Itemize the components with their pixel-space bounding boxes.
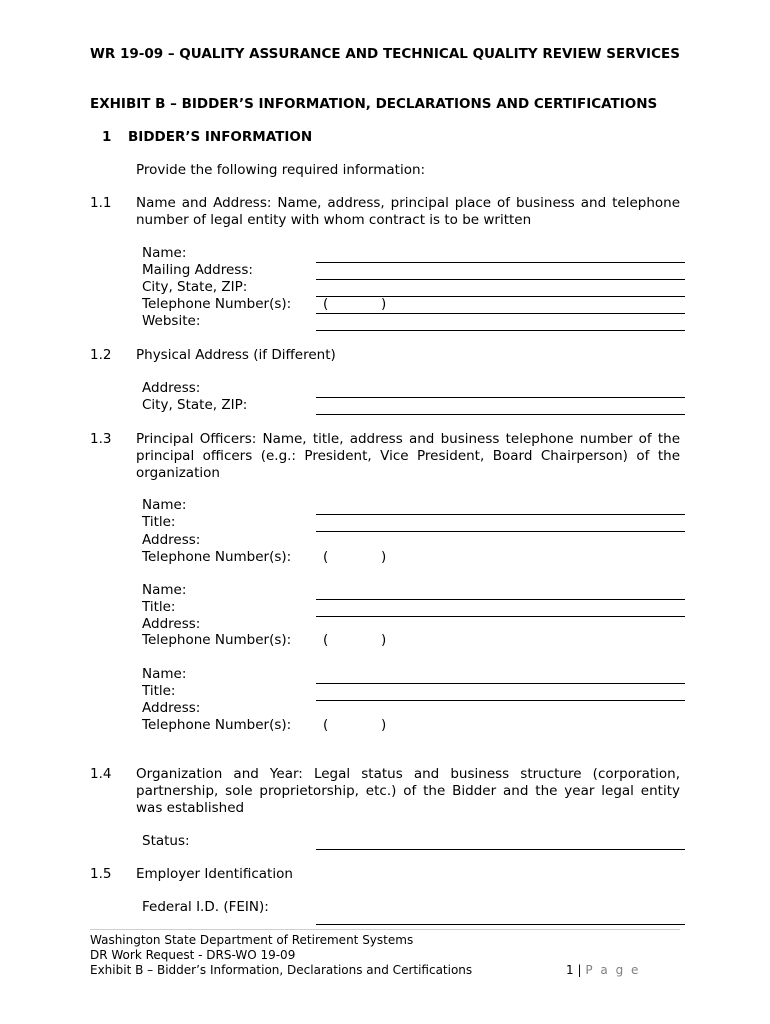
page-separator: | — [577, 963, 582, 977]
item-1-3-text: Principal Officers: Name, title, address and business telephone number of the principal officers (e.g.: President, Vice President, Board Chairperson) of the organization — [136, 431, 680, 481]
officer-3-open-paren: ( — [323, 717, 329, 733]
officer-1-title-field[interactable] — [316, 531, 685, 532]
page-number — [566, 963, 640, 977]
officer-2-close-paren: ) — [381, 632, 387, 648]
officer-3-close-paren: ) — [381, 717, 387, 733]
officer-3-phone-label: Telephone Number(s): — [142, 717, 292, 733]
footer-divider — [90, 929, 680, 930]
officer-1-title-label: Title: — [142, 514, 176, 530]
item-1-2-number: 1.2 — [90, 347, 112, 363]
item-1-2-text: Physical Address (if Different) — [136, 347, 336, 363]
telephone-field[interactable] — [316, 313, 685, 314]
officer-1-open-paren: ( — [323, 549, 329, 565]
officer-2-open-paren: ( — [323, 632, 329, 648]
physical-city-label: City, State, ZIP: — [142, 397, 248, 413]
status-label: Status: — [142, 833, 190, 849]
item-1-4-text: Organization and Year: Legal status and business structure (corporation, partnership, sole proprietorship, etc.) of the Bidder and the year legal entity was established — [136, 766, 680, 816]
section-title: BIDDER’S INFORMATION — [128, 129, 313, 145]
city-state-zip-field[interactable] — [316, 296, 685, 297]
status-field[interactable] — [316, 849, 685, 850]
fein-label: Federal I.D. (FEIN): — [142, 899, 269, 915]
officer-1-phone-label: Telephone Number(s): — [142, 549, 292, 565]
item-1-3-number: 1.3 — [90, 431, 112, 447]
area-code-open-paren: ( — [323, 296, 329, 312]
mailing-address-label: Mailing Address: — [142, 262, 253, 278]
mailing-address-field[interactable] — [316, 279, 685, 280]
footer-agency: Washington State Department of Retirement Systems — [90, 933, 414, 947]
officer-3-address-label: Address: — [142, 700, 201, 716]
section-number: 1 — [102, 129, 112, 145]
physical-city-field[interactable] — [316, 414, 685, 415]
item-1-5-number: 1.5 — [90, 866, 112, 882]
item-1-5-text: Employer Identification — [136, 866, 293, 882]
officer-2-name-label: Name: — [142, 582, 187, 598]
exhibit-title: EXHIBIT B – BIDDER’S INFORMATION, DECLARATIONS AND CERTIFICATIONS — [90, 96, 658, 112]
officer-2-phone-label: Telephone Number(s): — [142, 632, 292, 648]
officer-1-address-label: Address: — [142, 532, 201, 548]
page-number-value: 1 — [566, 963, 574, 977]
telephone-label: Telephone Number(s): — [142, 296, 292, 312]
area-code-close-paren: ) — [381, 296, 387, 312]
officer-1-name-label: Name: — [142, 497, 187, 513]
officer-3-title-field[interactable] — [316, 700, 685, 701]
physical-address-label: Address: — [142, 380, 201, 396]
officer-2-address-label: Address: — [142, 616, 201, 632]
officer-1-name-field[interactable] — [316, 514, 685, 515]
officer-3-title-label: Title: — [142, 683, 176, 699]
officer-3-name-label: Name: — [142, 666, 187, 682]
fein-field[interactable] — [316, 924, 685, 925]
item-1-1-text: Name and Address: Name, address, principal place of business and telephone number of legal entity with whom contract is to be written — [136, 195, 680, 228]
officer-2-name-field[interactable] — [316, 599, 685, 600]
footer-work-request: DR Work Request - DRS-WO 19-09 — [90, 948, 296, 962]
officer-2-title-field[interactable] — [316, 616, 685, 617]
document-title: WR 19-09 – QUALITY ASSURANCE AND TECHNICAL QUALITY REVIEW SERVICES — [90, 46, 680, 62]
physical-address-field[interactable] — [316, 397, 685, 398]
item-1-4-number: 1.4 — [90, 766, 112, 782]
section-intro: Provide the following required information: — [136, 162, 426, 178]
name-label: Name: — [142, 245, 187, 261]
name-field[interactable] — [316, 262, 685, 263]
footer-exhibit: Exhibit B – Bidder’s Information, Declarations and Certifications — [90, 963, 473, 977]
page-label: P a g e — [585, 963, 641, 977]
city-state-zip-label: City, State, ZIP: — [142, 279, 248, 295]
item-1-1-number: 1.1 — [90, 195, 112, 211]
website-label: Website: — [142, 313, 201, 329]
officer-1-close-paren: ) — [381, 549, 387, 565]
website-field[interactable] — [316, 330, 685, 331]
officer-3-name-field[interactable] — [316, 683, 685, 684]
officer-2-title-label: Title: — [142, 599, 176, 615]
